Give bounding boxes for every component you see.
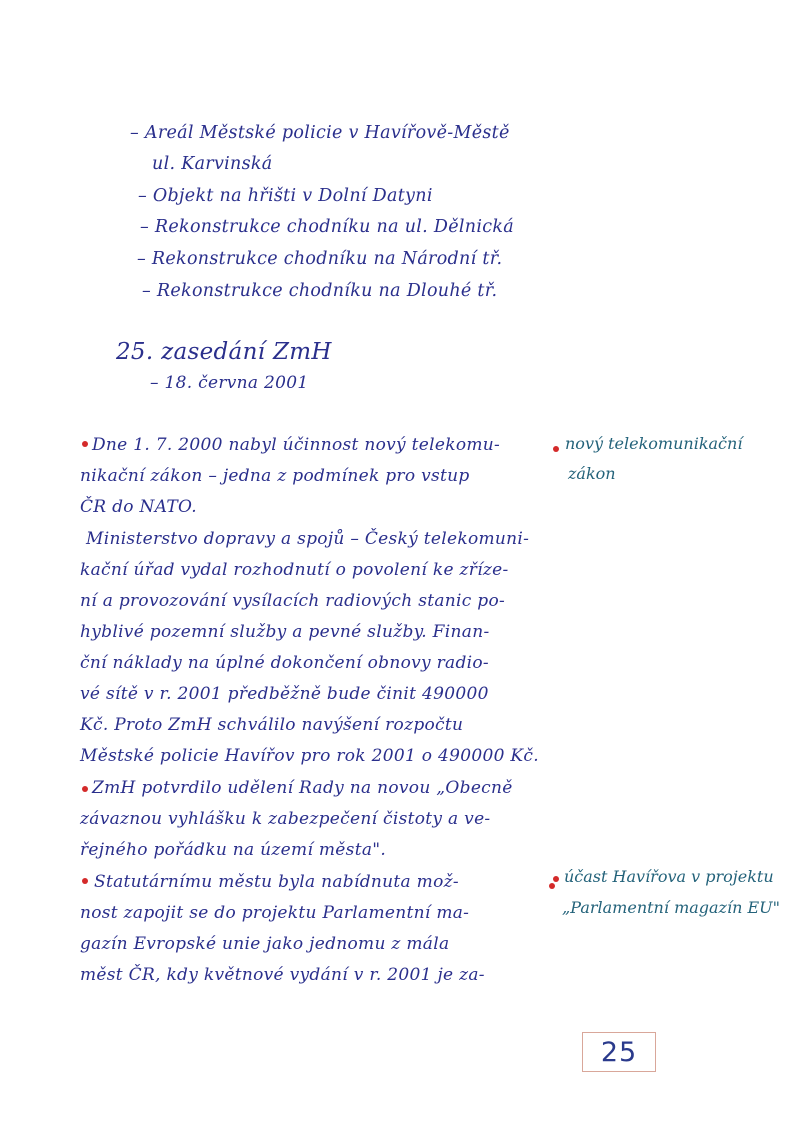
margin-note: nový telekomunikační bbox=[565, 434, 743, 453]
list-item: – Rekonstrukce chodníku na Dlouhé tř. bbox=[142, 281, 498, 301]
body-line: nost zapojit se do projektu Parlamentní ma- bbox=[80, 903, 470, 923]
body-line: měst ČR, kdy květnové vydání v r. 2001 je za- bbox=[80, 965, 485, 985]
bullet-mark bbox=[82, 441, 88, 447]
body-line: ZmH potvrdilo udělení Rady na novou „Obecně bbox=[92, 778, 513, 798]
session-heading: 25. zasedání ZmH bbox=[116, 339, 332, 365]
list-item: ul. Karvinská bbox=[152, 154, 273, 174]
body-line: nikační zákon – jedna z podmínek pro vstup bbox=[80, 466, 470, 486]
list-item: – Objekt na hřišti v Dolní Datyni bbox=[138, 186, 433, 206]
body-line: řejného pořádku na území města". bbox=[80, 840, 387, 860]
bullet-mark bbox=[553, 876, 559, 882]
margin-note: zákon bbox=[568, 464, 616, 483]
body-line: ČR do NATO. bbox=[80, 497, 197, 517]
body-line: kační úřad vydal rozhodnutí o povolení ke zříze- bbox=[80, 560, 509, 580]
body-line: Statutárnímu městu byla nabídnuta mož- bbox=[94, 872, 459, 892]
list-item: – Rekonstrukce chodníku na Národní tř. bbox=[137, 249, 503, 269]
body-line: Kč. Proto ZmH schválilo navýšení rozpočtu bbox=[80, 715, 464, 735]
body-line: závaznou vyhlášku k zabezpečení čistoty a ve- bbox=[80, 809, 491, 829]
bullet-mark bbox=[553, 446, 559, 452]
body-line: ní a provozování vysílacích radiových stanic po- bbox=[80, 591, 506, 611]
body-line: gazín Evropské unie jako jednomu z mála bbox=[80, 934, 450, 954]
bullet-mark bbox=[549, 883, 555, 889]
margin-note: „Parlamentní magazín EU" bbox=[562, 898, 781, 917]
margin-note: účast Havířova v projektu bbox=[564, 867, 774, 886]
page-number: 25 bbox=[600, 1036, 638, 1068]
session-date: – 18. června 2001 bbox=[150, 373, 309, 393]
body-line: Ministerstvo dopravy a spojů – Český telekomuni- bbox=[86, 529, 530, 549]
body-line: vé sítě v r. 2001 předběžně bude činit 490000 bbox=[80, 684, 489, 704]
page-number-box bbox=[582, 1032, 656, 1072]
body-line: Městské policie Havířov pro rok 2001 o 490000 Kč. bbox=[80, 746, 539, 766]
bullet-mark bbox=[82, 786, 88, 792]
body-line: Dne 1. 7. 2000 nabyl účinnost nový telekomu- bbox=[92, 435, 501, 455]
list-item: – Areál Městské policie v Havířově-Městě bbox=[130, 123, 510, 143]
list-item: – Rekonstrukce chodníku na ul. Dělnická bbox=[140, 217, 514, 237]
body-line: ční náklady na úplné dokončení obnovy radio- bbox=[80, 653, 489, 673]
body-line: hyblivé pozemní služby a pevné služby. Finan- bbox=[80, 622, 490, 642]
bullet-mark bbox=[82, 878, 88, 884]
